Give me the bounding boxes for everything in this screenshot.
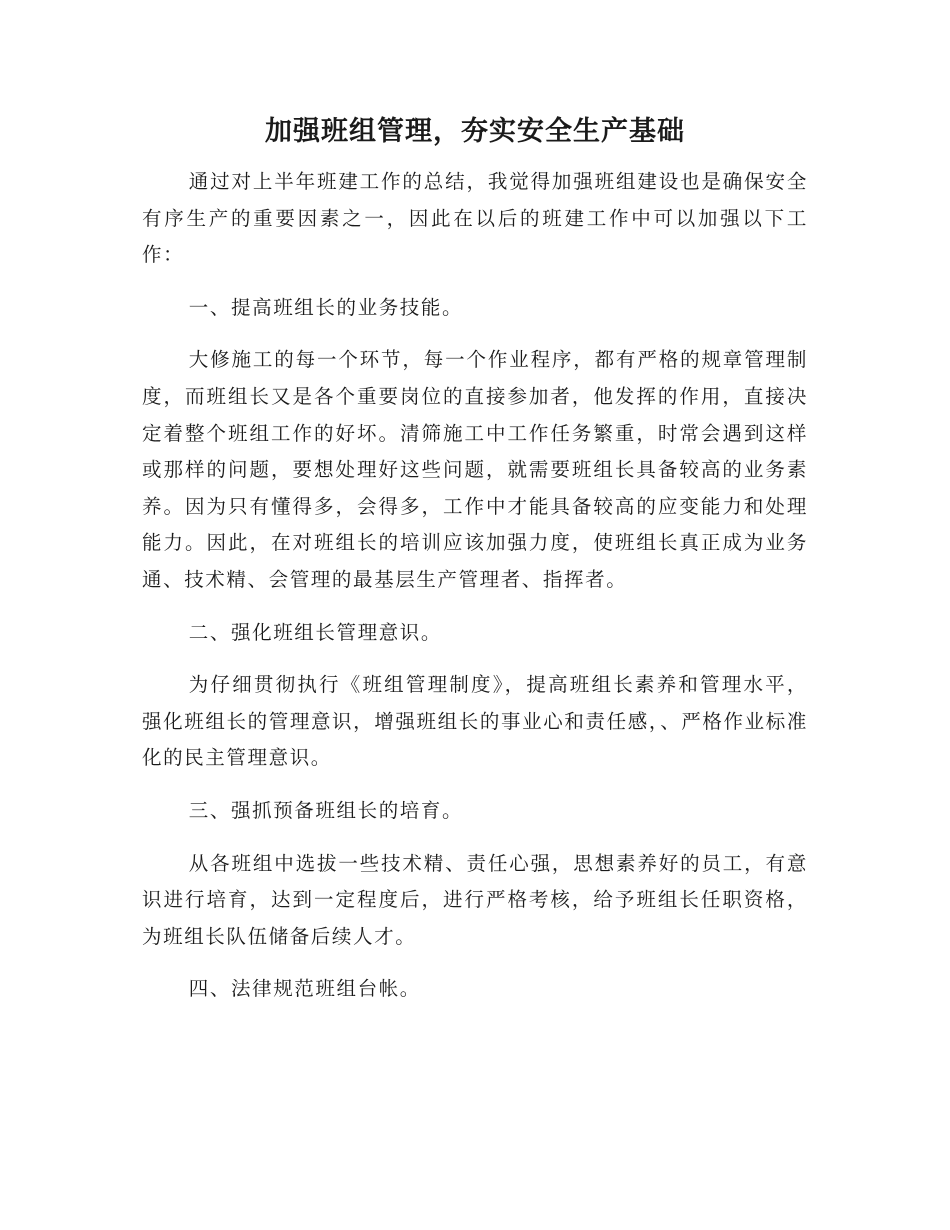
- section-heading-4: 四、法律规范班组台帐。: [188, 977, 421, 1001]
- section-paragraph-3: 从各班组中选拔一些技术精、责任心强，思想素养好的员工，有意识进行培育，达到一定程度后，进行严格考核，给予班组长任职资格，为班组长队伍储备后续人才。: [142, 851, 808, 948]
- section-paragraph-1: 大修施工的每一个环节，每一个作业程序，都有严格的规章管理制度，而班组长又是各个重要岗位的直接参加者，他发挥的作用，直接决定着整个班组工作的好坏。清筛施工中工作任务繁重，时常会遇到这样或那样的问题，要想处理好这些问题，就需要班组长具备较高的业务素养。因为只有懂得多，会得多，工作中才能具备较高的应变能力和处理能力。因此，在对班组长的培训应该加强力度，使班组长真正成为业务通、技术精、会管理的最基层生产管理者、指挥者。: [142, 348, 808, 591]
- section-heading-3: 三、强抓预备班组长的培育。: [188, 798, 464, 822]
- section-heading-1: 一、提高班组长的业务技能。: [188, 295, 464, 319]
- section-heading-2: 二、强化班组长管理意识。: [188, 620, 442, 644]
- intro-paragraph: 通过对上半年班建工作的总结，我觉得加强班组建设也是确保安全有序生产的重要因素之一，因此在以后的班建工作中可以加强以下工作：: [142, 170, 808, 267]
- section-paragraph-2: 为仔细贯彻执行《班组管理制度》，提高班组长素养和管理水平，强化班组长的管理意识，增强班组长的事业心和责任感，、严格作业标准化的民主管理意识。: [142, 673, 808, 770]
- document-body: [142, 164, 808, 1008]
- document-title: 加强班组管理，夯实安全生产基础: [265, 116, 685, 147]
